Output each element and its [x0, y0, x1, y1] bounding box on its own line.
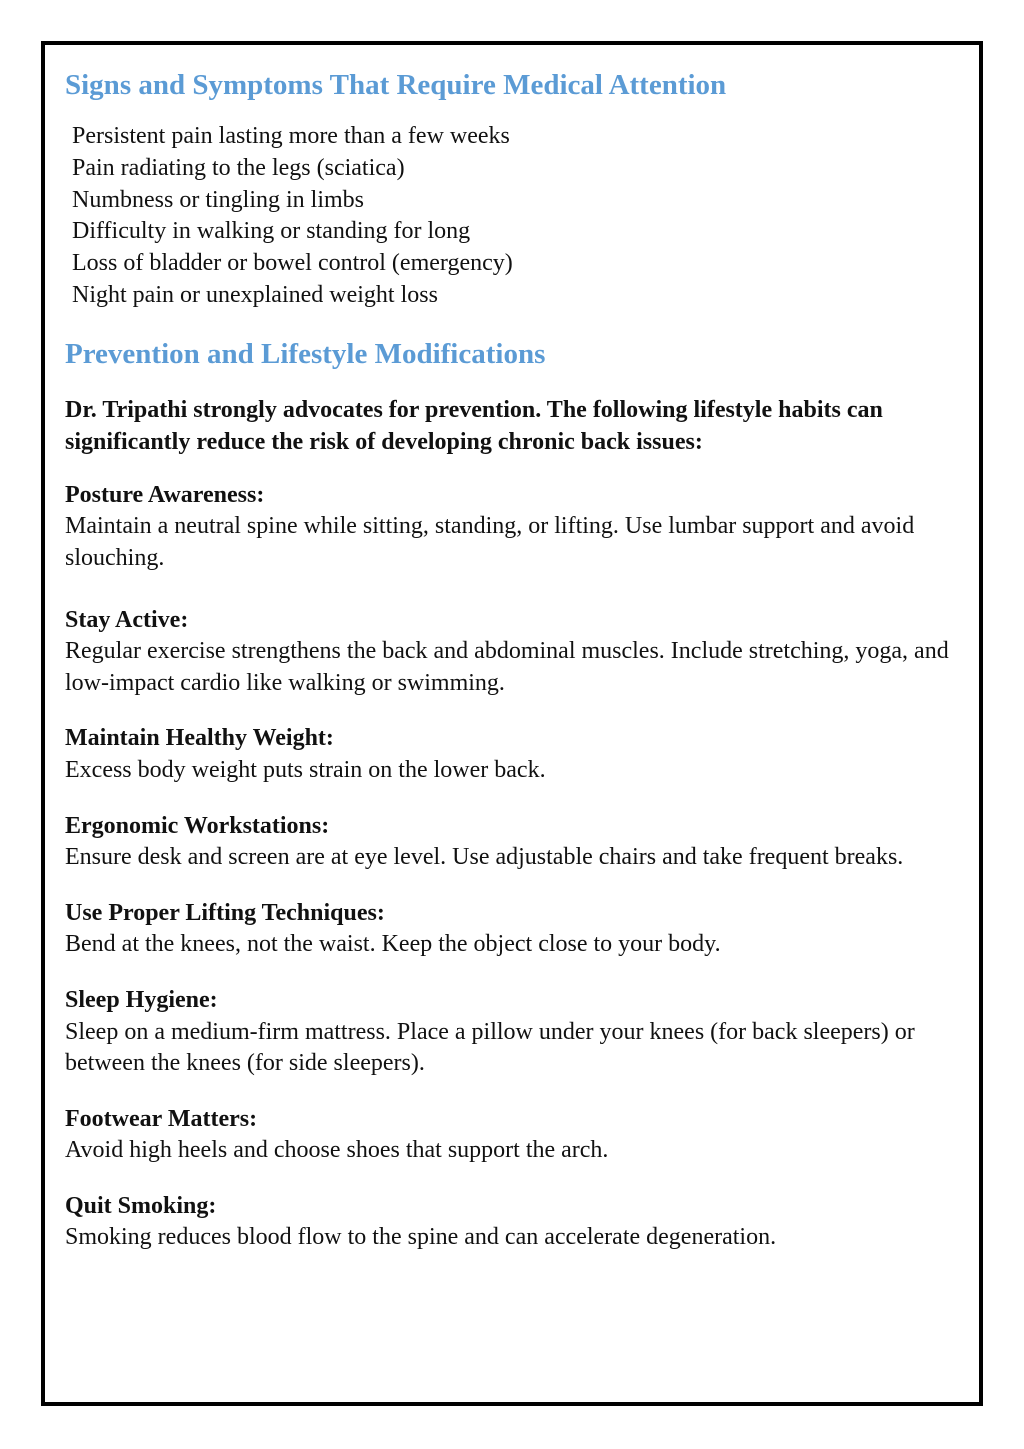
tip-posture: [65, 480, 961, 575]
tip-sleep: [65, 985, 961, 1080]
tip-body: Bend at the knees, not the waist. Keep the object close to your body.: [65, 931, 721, 958]
tip-footwear: [65, 1104, 961, 1167]
tip-title: Ergonomic Workstations:: [65, 812, 330, 839]
tip-stay-active: [65, 605, 961, 700]
symptom-item: Pain radiating to the legs (sciatica): [72, 154, 405, 181]
tip-body: Ensure desk and screen are at eye level. Use adjustable chairs and take frequent breaks.: [65, 844, 904, 871]
symptom-item: Loss of bladder or bowel control (emergency): [72, 250, 513, 277]
tip-title: Sleep Hygiene:: [65, 986, 218, 1013]
tip-title: Quit Smoking:: [65, 1192, 217, 1219]
tip-title: Maintain Healthy Weight:: [65, 725, 334, 752]
signs-heading: Signs and Symptoms That Require Medical Attention: [65, 69, 727, 101]
tip-lifting: [65, 898, 961, 961]
tip-body: Avoid high heels and choose shoes that support the arch.: [65, 1137, 609, 1164]
symptoms-list: [65, 121, 961, 312]
page-frame: [41, 41, 983, 1406]
prevention-intro: Dr. Tripathi strongly advocates for prevention. The following lifestyle habits can significantly reduce the risk of developing chronic back issues:: [65, 396, 883, 455]
tip-body: Smoking reduces blood flow to the spine and can accelerate degeneration.: [65, 1224, 777, 1251]
symptom-item: Night pain or unexplained weight loss: [72, 281, 438, 308]
tip-body: Excess body weight puts strain on the lower back.: [65, 756, 546, 783]
tip-body: Regular exercise strengthens the back and abdominal muscles. Include stretching, yoga, and low-impact cardio like walking or swimming.: [65, 638, 949, 696]
prevention-heading: Prevention and Lifestyle Modifications: [65, 337, 546, 370]
tip-title: Posture Awareness:: [65, 481, 265, 508]
symptom-item: Persistent pain lasting more than a few weeks: [72, 123, 510, 149]
page-content: [65, 65, 961, 1254]
tip-ergonomic: [65, 811, 961, 874]
symptom-item: Difficulty in walking or standing for long: [72, 218, 471, 245]
tip-smoking: [65, 1191, 961, 1254]
symptom-item: Numbness or tingling in limbs: [72, 186, 365, 213]
tip-title: Use Proper Lifting Techniques:: [65, 899, 385, 926]
tip-healthy-weight: [65, 723, 961, 786]
tip-body: Sleep on a medium-firm mattress. Place a pillow under your knees (for back sleepers) or between the knees (for side sleepers).: [65, 1018, 915, 1077]
tip-title: Stay Active:: [65, 606, 189, 633]
tip-title: Footwear Matters:: [65, 1105, 258, 1132]
tip-body: Maintain a neutral spine while sitting, standing, or lifting. Use lumbar support and avoid slouching.: [65, 513, 915, 571]
